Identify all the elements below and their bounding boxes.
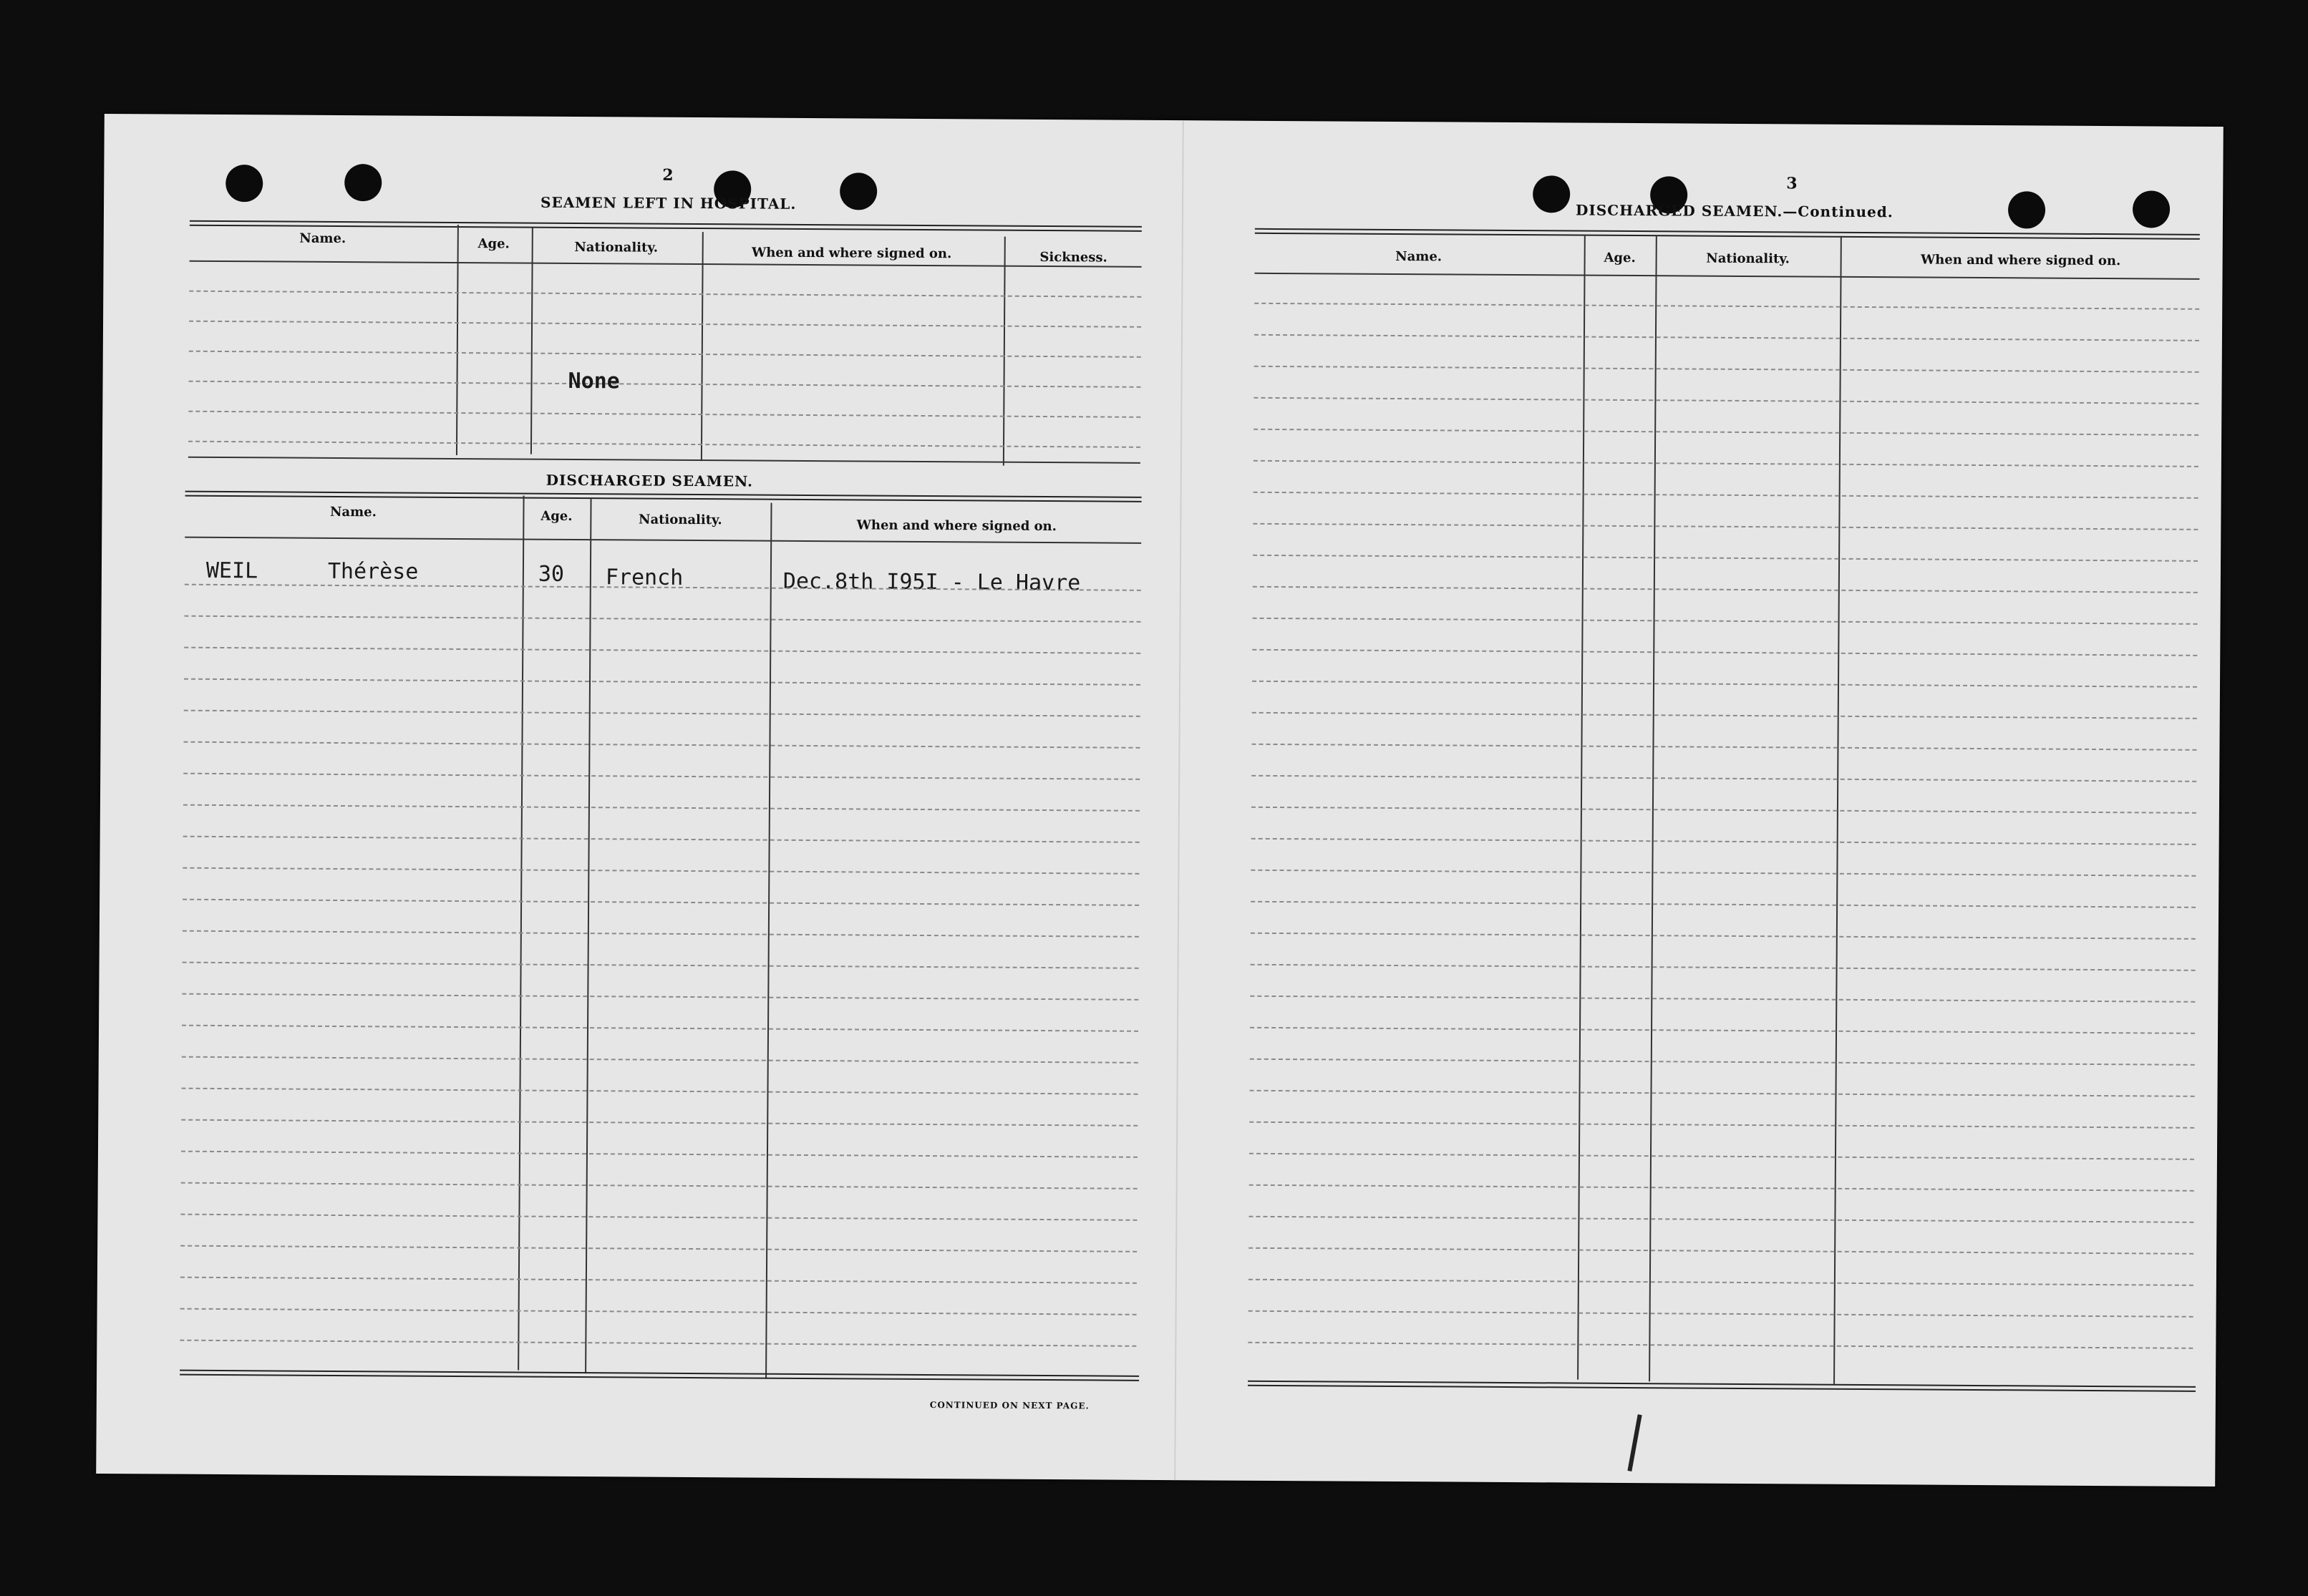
entry-line <box>1248 1247 2193 1255</box>
column-header-nationality: Nationality. <box>1706 250 1790 267</box>
column-header-age: Age. <box>540 508 573 524</box>
entry-line <box>1248 1310 2193 1318</box>
right-page <box>1184 120 2224 1486</box>
page-number: 2 <box>662 165 674 185</box>
column-header-age: Age. <box>477 236 510 252</box>
section-title-discharged: DISCHARGED SEAMEN. <box>546 471 754 490</box>
entry-line <box>189 291 1141 298</box>
table-bottom-rule <box>180 1370 1139 1381</box>
column-header-name: Name. <box>329 504 377 520</box>
entry-line <box>1253 555 2198 562</box>
entry-line <box>183 930 1139 938</box>
entry-line <box>1254 460 2198 467</box>
entry-line <box>1250 996 2195 1003</box>
entry-line <box>1253 523 2198 530</box>
seaman-surname: WEIL <box>205 558 258 584</box>
entry-line <box>184 647 1140 654</box>
column-header-sickness: Sickness. <box>1039 249 1107 266</box>
entry-line <box>1250 1059 2195 1066</box>
entry-line <box>1248 1279 2193 1286</box>
entry-line <box>1248 1342 2193 1349</box>
entry-line <box>182 1025 1138 1032</box>
entry-line <box>1254 303 2199 310</box>
entry-line <box>1251 870 2196 877</box>
entry-line <box>1251 964 2196 971</box>
entry-line <box>1249 1184 2194 1192</box>
column-divider <box>1577 235 1586 1380</box>
column-header-when-where: When and where signed on. <box>751 245 952 262</box>
entry-line <box>1252 649 2197 656</box>
table-bottom-rule <box>1248 1381 2196 1392</box>
entry-line <box>1254 397 2198 404</box>
column-header-age: Age. <box>1604 250 1636 266</box>
column-header-rule <box>1254 273 2199 280</box>
entry-line <box>185 615 1141 623</box>
continued-note: CONTINUED ON NEXT PAGE. <box>929 1400 1090 1411</box>
entry-line <box>1254 334 2199 341</box>
entry-line <box>1251 775 2196 782</box>
page-number: 3 <box>1786 174 1798 193</box>
entry-line <box>183 962 1139 969</box>
entry-line <box>181 1182 1138 1189</box>
entry-line <box>180 1277 1137 1284</box>
column-divider <box>765 503 772 1379</box>
column-header-when-where: When and where signed on. <box>1920 252 2121 269</box>
column-header-nationality: Nationality. <box>574 239 659 256</box>
column-divider <box>585 499 591 1373</box>
hospital-entry-value: None <box>568 368 620 394</box>
entry-line <box>1251 838 2196 845</box>
entry-line <box>1250 1090 2195 1097</box>
entry-line <box>180 1245 1137 1252</box>
entry-line <box>1254 492 2198 499</box>
header-rule <box>185 491 1142 502</box>
section-title-discharged-continued: DISCHARGED SEAMEN.—Continued. <box>1575 201 1894 221</box>
entry-line <box>182 1056 1138 1064</box>
entry-line <box>1254 366 2199 373</box>
entry-line <box>1251 933 2196 940</box>
entry-line <box>180 1308 1137 1315</box>
entry-line <box>1253 618 2198 625</box>
entry-line <box>1249 1121 2194 1129</box>
column-divider <box>456 225 459 455</box>
column-divider <box>701 232 704 461</box>
seaman-given-name: Thérèse <box>327 558 419 585</box>
entry-line <box>183 899 1139 906</box>
entry-line <box>181 1119 1138 1127</box>
seaman-signed-on: Dec.8th I95I - Le Havre <box>782 568 1081 596</box>
entry-line <box>1251 744 2196 751</box>
manifest-spread <box>96 114 2224 1486</box>
entry-line <box>183 804 1140 812</box>
entry-line <box>188 411 1140 418</box>
entry-line <box>189 321 1141 328</box>
entry-line <box>1248 1216 2193 1223</box>
entry-line <box>180 1340 1136 1347</box>
column-header-rule <box>185 537 1141 544</box>
column-divider <box>1003 237 1006 466</box>
entry-line <box>1252 712 2197 719</box>
entry-line <box>189 351 1141 358</box>
entry-line <box>183 741 1140 749</box>
column-header-name: Name. <box>299 230 346 247</box>
entry-line <box>1252 681 2197 688</box>
entry-line <box>189 381 1141 388</box>
header-rule <box>190 220 1142 232</box>
entry-line <box>1251 901 2196 908</box>
entry-line <box>183 867 1139 875</box>
entry-line <box>1251 807 2196 814</box>
entry-line <box>1250 1027 2195 1034</box>
entry-line <box>183 773 1140 780</box>
column-header-when-where: When and where signed on. <box>856 517 1057 535</box>
entry-line <box>1254 429 2198 436</box>
entry-line <box>184 710 1140 717</box>
seaman-nationality: French <box>605 565 684 590</box>
entry-line <box>182 993 1138 1001</box>
table-bottom-rule <box>188 457 1140 464</box>
seaman-age: 30 <box>538 561 565 587</box>
left-page <box>96 114 1178 1480</box>
header-rule <box>1255 228 2200 240</box>
entry-line <box>182 1088 1138 1095</box>
entry-line <box>1249 1153 2194 1160</box>
entry-line <box>181 1151 1138 1158</box>
column-header-nationality: Nationality. <box>638 512 722 528</box>
entry-line <box>180 1214 1137 1221</box>
entry-line <box>183 836 1140 843</box>
entry-line <box>188 441 1140 448</box>
section-title-hospital: SEAMEN LEFT IN HOSPITAL. <box>540 193 797 213</box>
entry-line <box>184 678 1140 686</box>
entry-line <box>1253 586 2198 593</box>
column-header-name: Name. <box>1395 248 1442 265</box>
